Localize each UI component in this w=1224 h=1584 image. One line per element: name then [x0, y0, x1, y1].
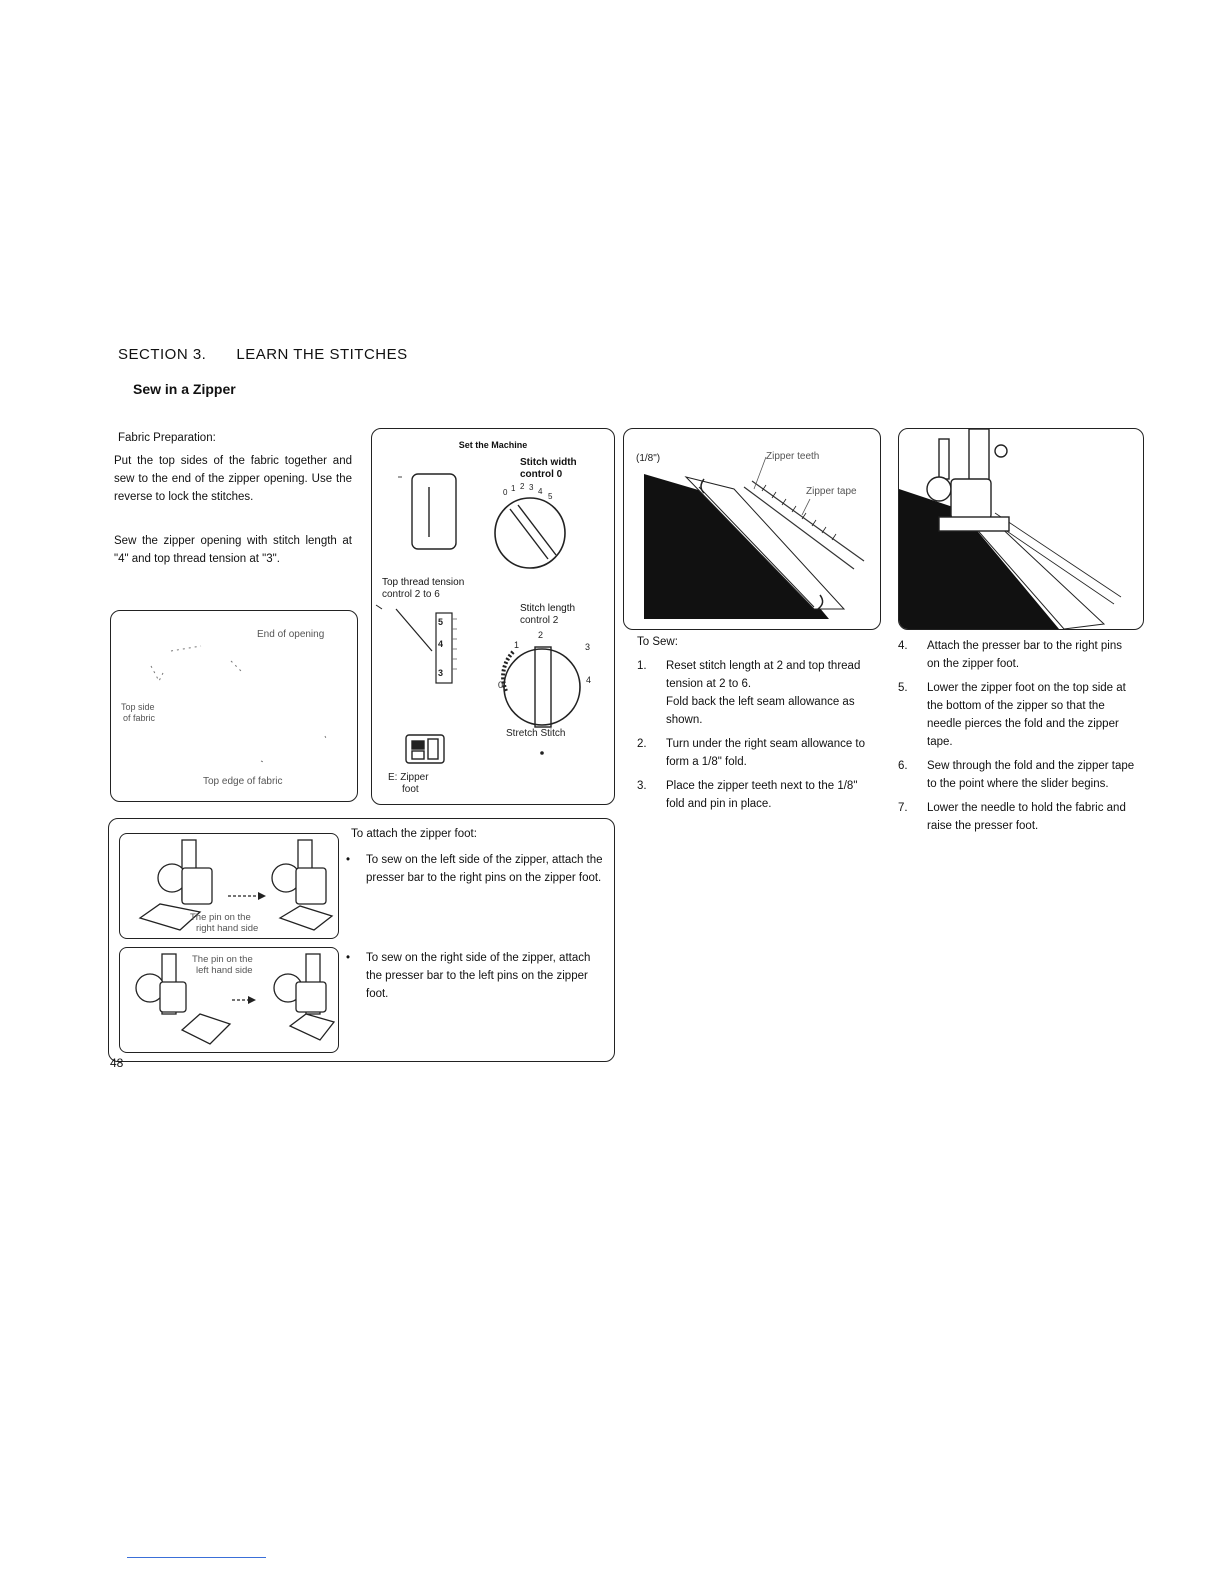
stitch-width-setting: control 0 — [520, 469, 563, 480]
step-1 — [637, 657, 879, 729]
width-tick-0: 0 — [503, 488, 508, 497]
page-subtitle: Sew in a Zipper — [133, 381, 236, 397]
to-sew-steps — [637, 657, 879, 819]
set-machine-panel — [371, 428, 615, 805]
step-1-text: Reset stitch length at 2 and top thread tension at 2 to 6. — [666, 660, 861, 690]
step-4 — [898, 637, 1136, 673]
length-tick-0: 0 — [498, 680, 504, 690]
step-6-text: Sew through the fold and the zipper tape to the point where the slider begins. — [927, 760, 1135, 790]
step-7-number: 7. — [898, 802, 908, 814]
zipper-foot-label: E: Zipper — [388, 772, 429, 783]
set-machine-title: Set the Machine — [458, 440, 528, 450]
step-2-number: 2. — [637, 738, 647, 750]
of-fabric-label: of fabric — [123, 713, 156, 723]
stitch-length-dial — [504, 649, 580, 725]
zipper-tape-label: Zipper tape — [806, 486, 857, 497]
fold-size-label: (1/8") — [636, 453, 661, 464]
tension-range-label: control 2 to 6 — [382, 589, 440, 600]
fabric-figure — [110, 610, 358, 802]
arrow-right-icon-2 — [248, 996, 256, 1004]
right-steps — [898, 637, 1136, 841]
tension-value-3: 3 — [438, 668, 444, 678]
presser-foot-illustration — [899, 429, 1143, 629]
arrow-right-icon — [258, 892, 266, 900]
stretch-stitch-label: Stretch Stitch — [506, 728, 566, 739]
pin-left-label-2: left hand side — [196, 965, 253, 976]
step-1-number: 1. — [637, 660, 647, 672]
step-7-text: Lower the needle to hold the fabric and raise the presser foot. — [927, 802, 1126, 832]
step-4-text: Attach the presser bar to the right pins on the zipper foot. — [927, 640, 1122, 670]
attach-heading: To attach the zipper foot: — [351, 828, 477, 840]
length-tick-3: 3 — [585, 642, 591, 652]
section-title — [118, 346, 408, 363]
presser-foot-figure — [898, 428, 1144, 630]
fabric-prep-para-1: Put the top sides of the fabric together and sew to the end of the zipper opening. Use the reverse to lock the stitches. — [114, 455, 352, 503]
zipper-teeth-label: Zipper teeth — [766, 451, 820, 462]
width-tick-3: 3 — [529, 483, 534, 492]
tension-value-5: 5 — [438, 617, 444, 627]
length-tick-2: 2 — [538, 630, 544, 640]
length-tick-1: 1 — [514, 640, 520, 650]
footer-rule — [127, 1557, 266, 1558]
width-tick-1: 1 — [511, 484, 516, 493]
page-number: 48 — [110, 1056, 124, 1070]
stitch-width-dial — [495, 498, 565, 568]
step-2 — [637, 735, 879, 771]
top-side-label: Top side — [121, 702, 155, 712]
step-6 — [898, 757, 1136, 793]
section-heading: LEARN THE STITCHES — [236, 346, 408, 363]
step-5-number: 5. — [898, 682, 908, 694]
attach-right-pins-figure — [119, 833, 339, 939]
step-5 — [898, 679, 1136, 751]
step-1-extra: Fold back the left seam allowance as shown. — [666, 696, 855, 726]
step-2-text: Turn under the right seam allowance to form a 1/8" fold. — [666, 738, 866, 768]
to-sew-heading: To Sew: — [637, 636, 678, 648]
top-edge-label: Top edge of fabric — [203, 776, 283, 787]
attach-left-pins-figure — [119, 947, 339, 1053]
attach-bullet-left: • To sew on the left side of the zipper, attach the presser bar to the right pins on the zipper foot. — [346, 851, 604, 887]
zipper-foot-label-2: foot — [402, 784, 419, 795]
step-4-number: 4. — [898, 640, 908, 652]
fabric-prep-para-2: Sew the zipper opening with stitch length at "4" and top thread tension at "3". — [114, 535, 352, 565]
width-tick-5: 5 — [548, 492, 553, 501]
stitch-length-setting: control 2 — [520, 615, 559, 626]
step-6-number: 6. — [898, 760, 908, 772]
zipper-foot-icon — [406, 735, 444, 763]
machine-illustration — [372, 429, 614, 804]
zipper-fabric-illustration — [624, 429, 880, 629]
length-tick-4: 4 — [586, 675, 592, 685]
pin-right-label-2: right hand side — [196, 923, 259, 934]
step-5-text: Lower the zipper foot on the top side at the bottom of the zipper so that the needle pierces the fold and the zipper tape. — [927, 682, 1126, 748]
tension-value-4: 4 — [438, 639, 444, 649]
attach-foot-panel — [108, 818, 615, 1062]
pin-right-label-1: The pin on the — [190, 912, 251, 923]
attach-bullet-right: • To sew on the right side of the zipper, attach the presser bar to the left pins on the zipper foot. — [346, 949, 604, 1003]
stitch-length-label: Stitch length — [520, 603, 576, 614]
end-of-opening-label: End of opening — [257, 629, 325, 640]
zipper-figure — [623, 428, 881, 630]
pin-left-label-1: The pin on the — [192, 954, 253, 965]
tension-label: Top thread tension — [382, 577, 465, 588]
stitch-width-label: Stitch width — [520, 457, 577, 468]
width-tick-4: 4 — [538, 487, 543, 496]
step-3-number: 3. — [637, 780, 647, 792]
width-tick-2: 2 — [520, 482, 525, 491]
step-7 — [898, 799, 1136, 835]
needle-window-icon — [412, 474, 456, 549]
step-3-text: Place the zipper teeth next to the 1/8" fold and pin in place. — [666, 780, 858, 810]
fabric-prep-heading: Fabric Preparation: — [118, 432, 216, 444]
step-3 — [637, 777, 879, 813]
section-number: SECTION 3. — [118, 346, 207, 363]
